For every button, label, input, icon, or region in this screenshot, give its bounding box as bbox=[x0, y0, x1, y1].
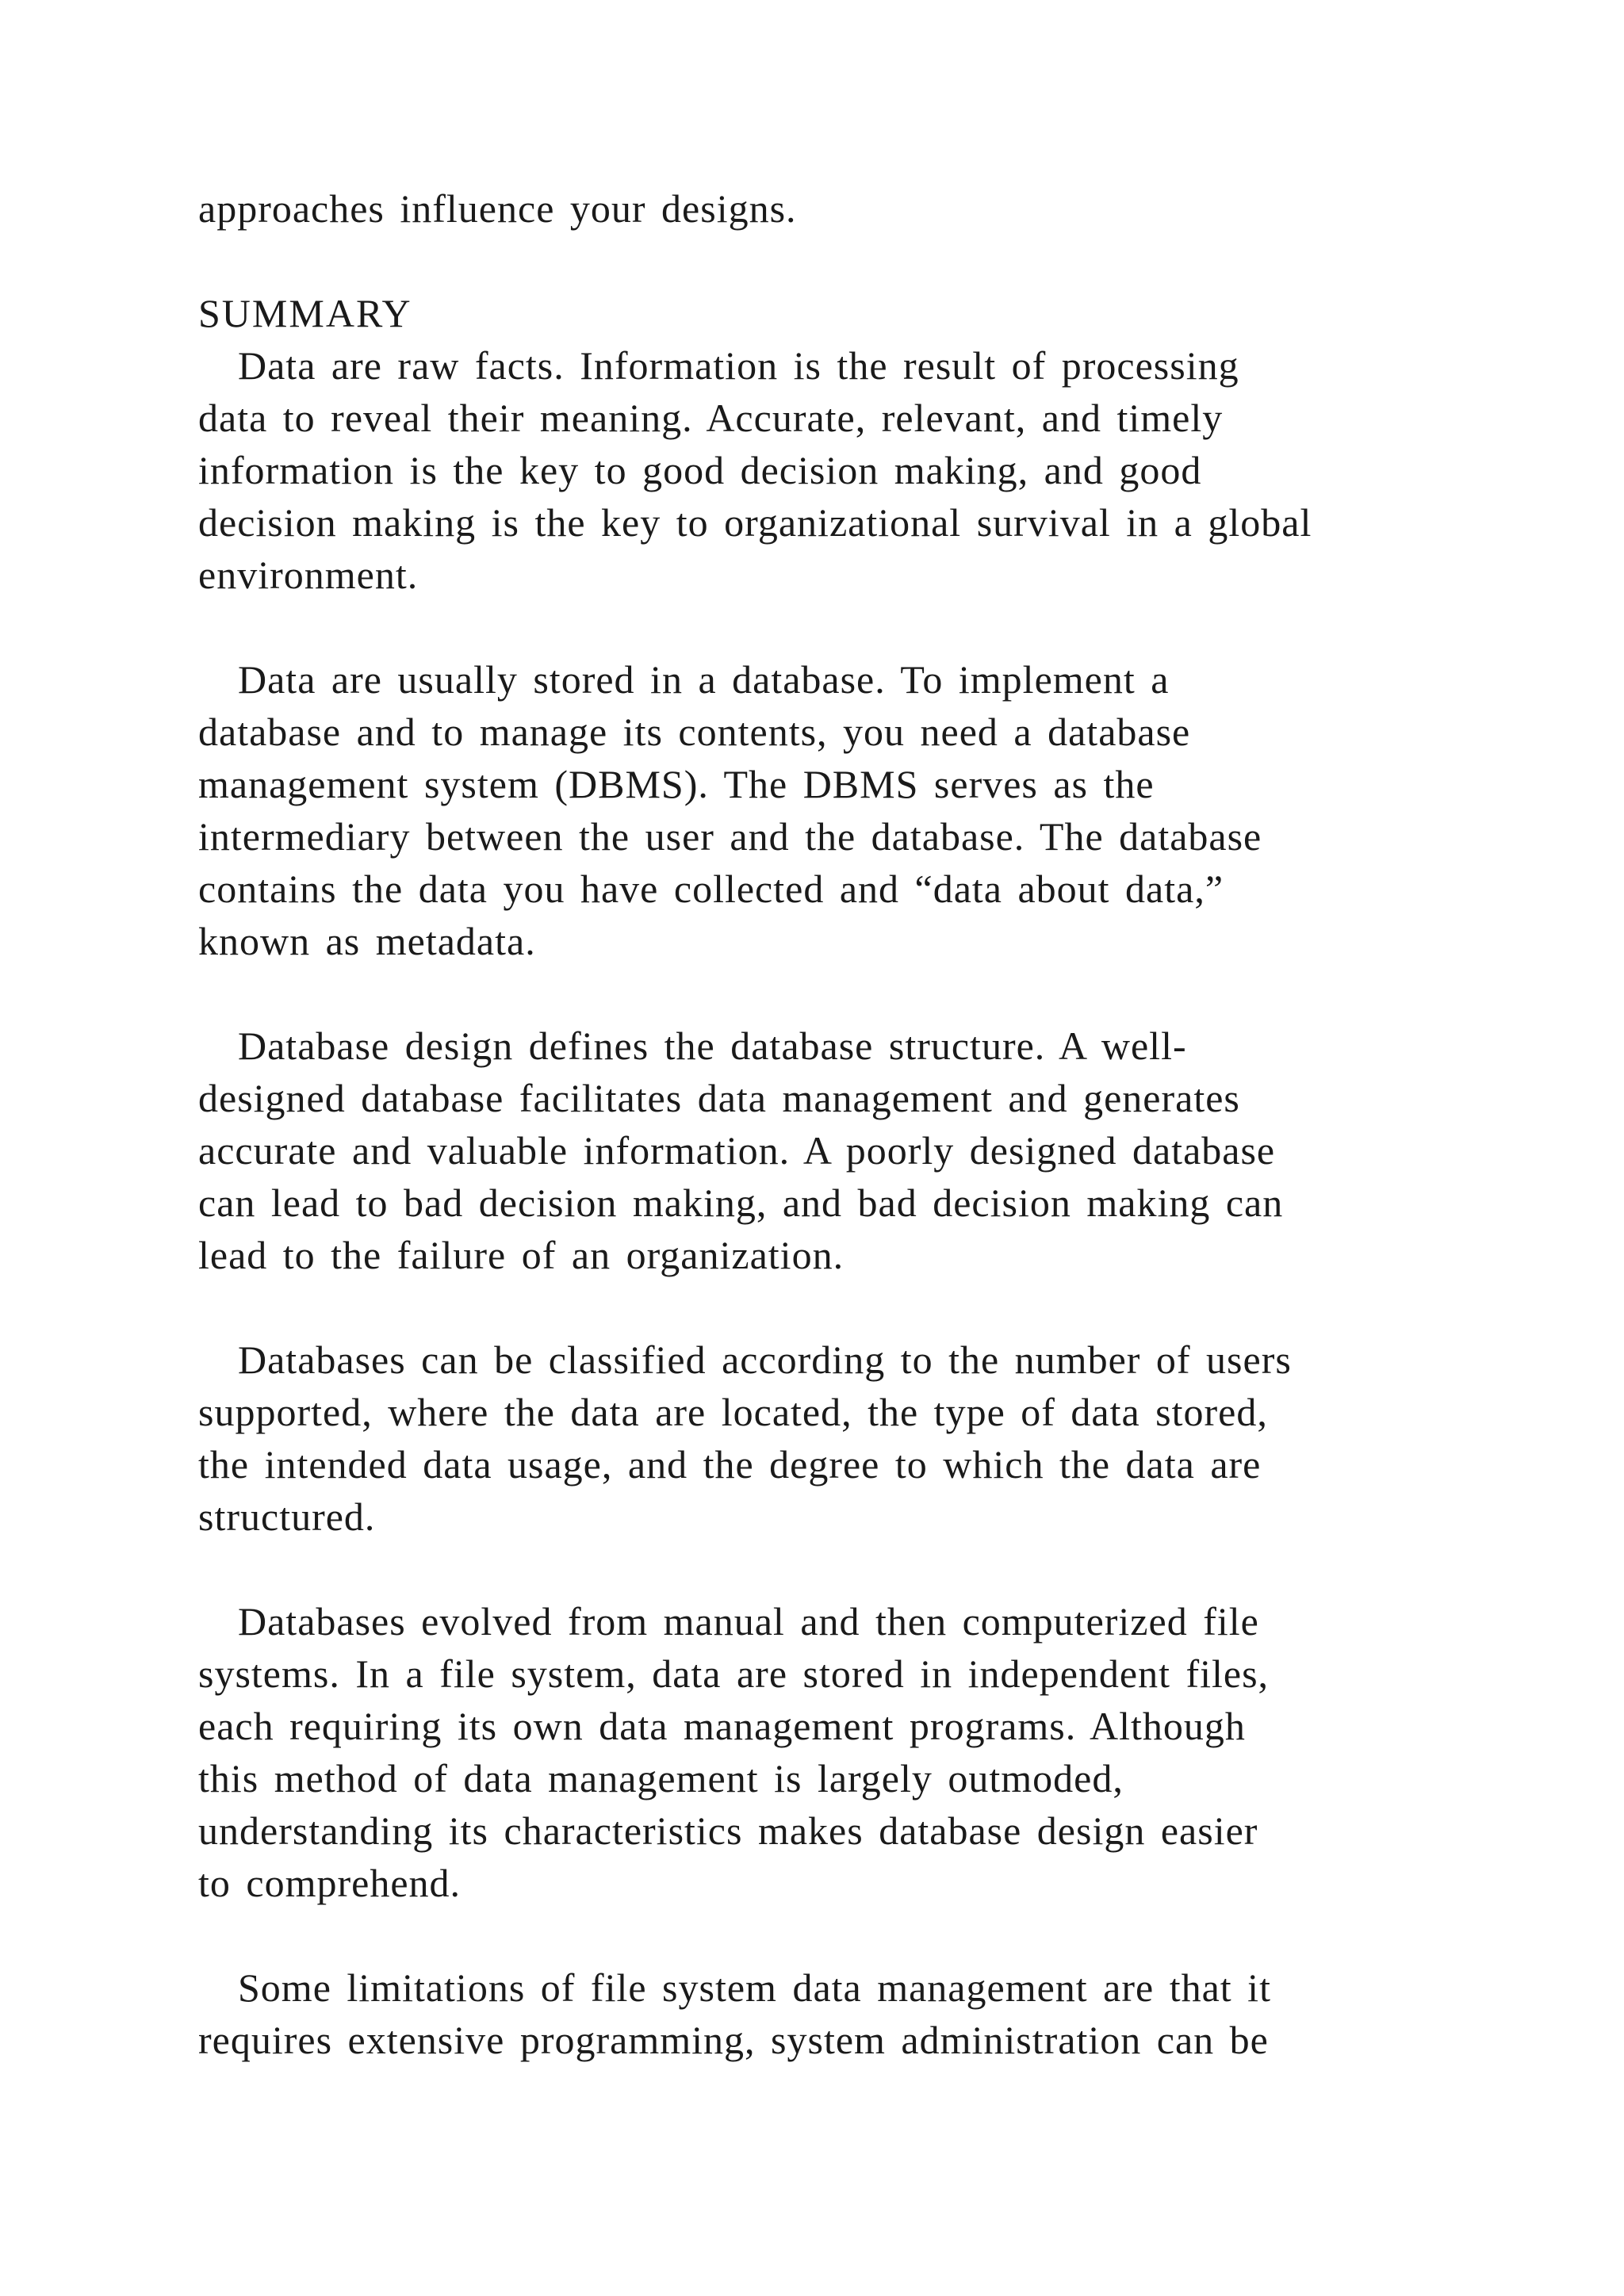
paragraph-line: Databases can be classified according to the number of users bbox=[238, 1337, 1292, 1382]
paragraph-line: supported, where the data are located, the type of data stored, bbox=[198, 1390, 1268, 1434]
paragraph-line: data to reveal their meaning. Accurate, relevant, and timely bbox=[198, 396, 1224, 440]
paragraph-line: Data are raw facts. Information is the result of processing bbox=[238, 343, 1239, 388]
section-heading: SUMMARY bbox=[198, 291, 412, 335]
paragraph-line: each requiring its own data management programs. Although bbox=[198, 1704, 1246, 1748]
paragraph-line: designed database facilitates data management and generates bbox=[198, 1076, 1240, 1120]
paragraph-line: information is the key to good decision making, and good bbox=[198, 448, 1202, 492]
paragraph-line: structured. bbox=[198, 1494, 376, 1539]
paragraph-line: database and to manage its contents, you need a database bbox=[198, 710, 1191, 754]
paragraph-line: this method of data management is largely outmoded, bbox=[198, 1756, 1124, 1800]
paragraph-line: Data are usually stored in a database. To implement a bbox=[238, 657, 1170, 702]
paragraph-gap bbox=[198, 601, 1467, 653]
paragraph-line: management system (DBMS). The DBMS serves as the bbox=[198, 762, 1155, 806]
paragraph bbox=[198, 1020, 1467, 1281]
paragraph-gap bbox=[198, 235, 1467, 287]
paragraph-line: can lead to bad decision making, and bad decision making can bbox=[198, 1181, 1284, 1225]
paragraph-line: lead to the failure of an organization. bbox=[198, 1233, 845, 1277]
paragraph-line: contains the data you have collected and “data about data,” bbox=[198, 867, 1224, 911]
paragraph-gap bbox=[198, 1909, 1467, 1961]
paragraph-line: systems. In a file system, data are stored in independent files, bbox=[198, 1651, 1270, 1696]
paragraph bbox=[198, 1334, 1467, 1543]
paragraph-line: Databases evolved from manual and then computerized file bbox=[238, 1599, 1259, 1644]
paragraph-line: known as metadata. bbox=[198, 919, 536, 963]
paragraph-line: requires extensive programming, system administration can be bbox=[198, 2018, 1269, 2062]
paragraph-line: environment. bbox=[198, 553, 419, 597]
paragraph-line: Database design defines the database structure. A well- bbox=[238, 1024, 1187, 1068]
paragraph-gap bbox=[198, 1543, 1467, 1595]
paragraph-line: accurate and valuable information. A poorly designed database bbox=[198, 1128, 1276, 1173]
paragraph-gap bbox=[198, 1281, 1467, 1334]
paragraph-line: decision making is the key to organizational survival in a global bbox=[198, 500, 1312, 545]
paragraph-line: the intended data usage, and the degree to which the data are bbox=[198, 1442, 1262, 1487]
paragraph-line: understanding its characteristics makes database design easier bbox=[198, 1808, 1258, 1853]
paragraph-line: intermediary between the user and the database. The database bbox=[198, 814, 1262, 859]
paragraph bbox=[198, 1595, 1467, 1909]
document-page bbox=[198, 182, 1467, 2066]
intro-line: approaches influence your designs. bbox=[198, 186, 797, 231]
paragraph-line: to comprehend. bbox=[198, 1861, 462, 1905]
paragraph-line: Some limitations of file system data management are that it bbox=[238, 1965, 1271, 2010]
paragraph bbox=[198, 339, 1467, 601]
paragraph bbox=[198, 1961, 1467, 2066]
paragraph-gap bbox=[198, 967, 1467, 1020]
paragraph bbox=[198, 653, 1467, 967]
